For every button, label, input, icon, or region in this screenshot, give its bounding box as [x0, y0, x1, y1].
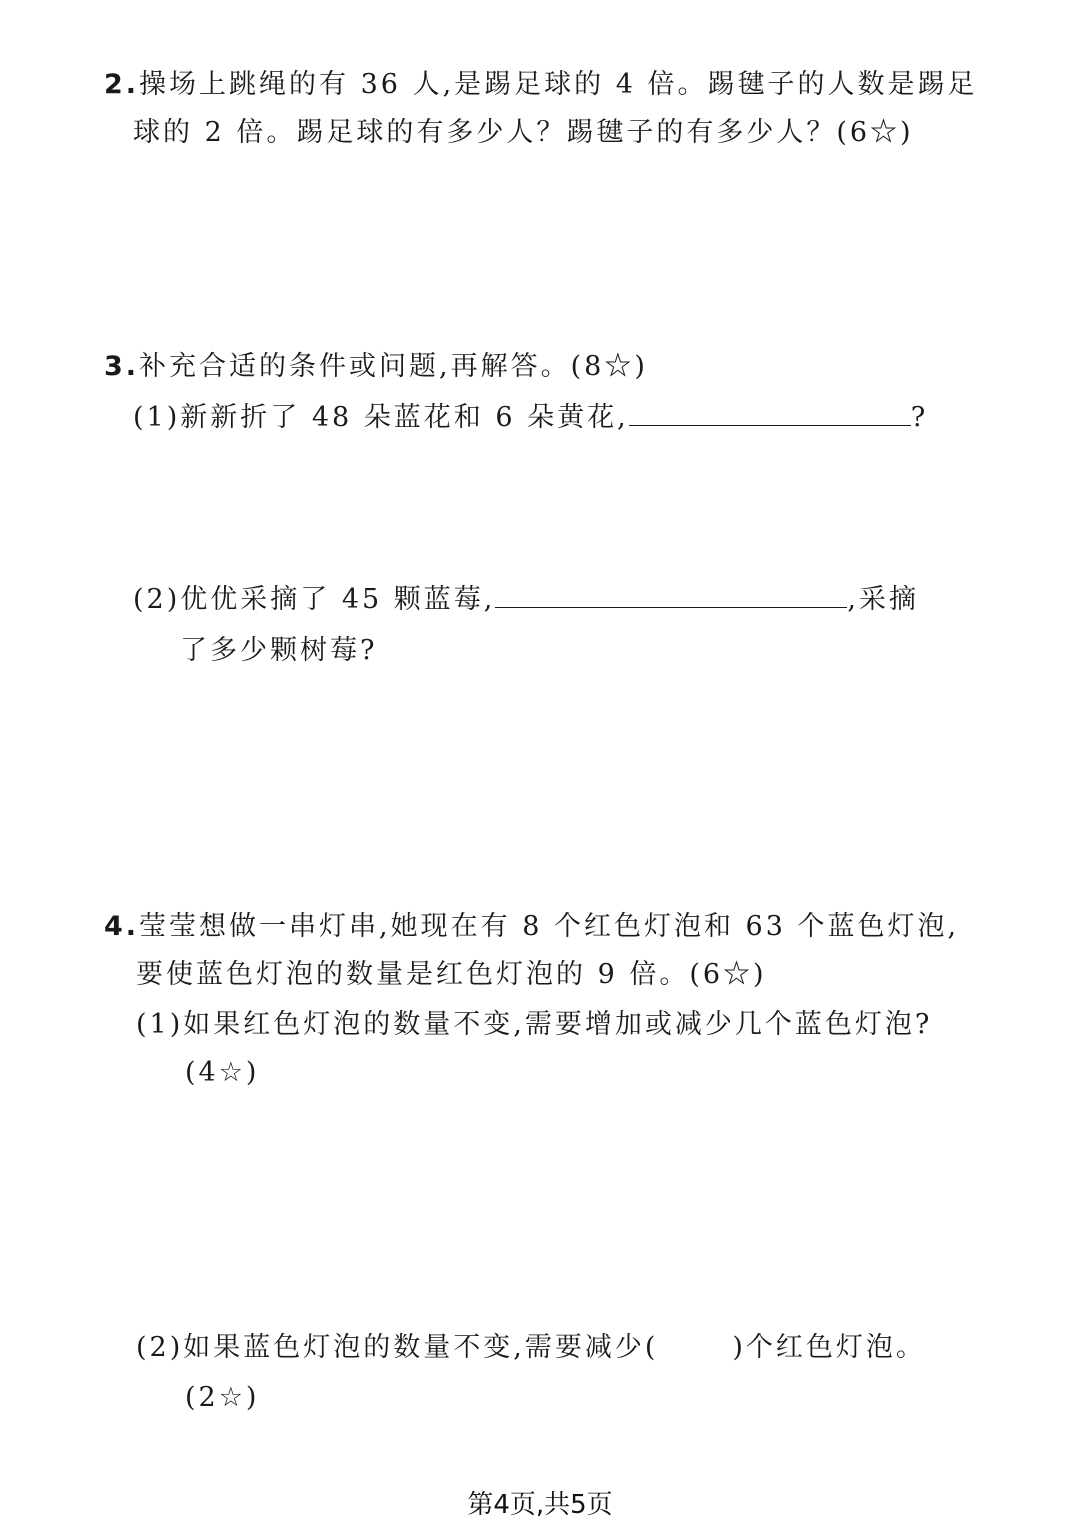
page-number-footer: 第4页,共5页	[467, 1490, 613, 1520]
q3-part1-text: (1)新新折了 48 朵蓝花和 6 朵黄花,	[133, 402, 629, 433]
q4-part2-score: (2☆)	[185, 1382, 260, 1413]
q4-part2-after: )个红色灯泡。	[732, 1332, 926, 1363]
q3-part2-end: ,采摘	[847, 584, 919, 615]
q3-part2-line1	[133, 581, 919, 617]
q3-title: 补充合适的条件或问题,再解答。(8☆)	[139, 351, 648, 382]
q2-line2: 球的 2 倍。踢足球的有多少人？踢毽子的有多少人？(6☆)	[133, 117, 914, 148]
q4-text-line1: 莹莹想做一串灯串,她现在有 8 个红色灯泡和 63 个蓝色灯泡,	[139, 911, 960, 942]
q3-part1-line	[133, 399, 928, 435]
q2-line1	[104, 68, 978, 102]
q3-part1-end: ?	[910, 402, 929, 433]
q3-part2-text: (2)优优采摘了 45 颗蓝莓,	[133, 584, 496, 615]
q4-line2: 要使蓝色灯泡的数量是红色灯泡的 9 倍。(6☆)	[136, 959, 767, 990]
q3-part1-blank[interactable]	[629, 399, 911, 426]
q4-part1-score: (4☆)	[185, 1057, 260, 1088]
q4-part1-line1: (1)如果红色灯泡的数量不变,需要增加或减少几个蓝色灯泡?	[136, 1009, 933, 1040]
q4-line1	[104, 910, 959, 944]
q4-number: 4.	[104, 911, 140, 942]
q3-title-line	[104, 350, 648, 384]
q4-part2-before: (2)如果蓝色灯泡的数量不变,需要减少(	[136, 1332, 659, 1363]
q3-part2-blank[interactable]	[495, 581, 847, 608]
q3-part2-line2: 了多少颗树莓?	[180, 635, 378, 666]
q4-part2-line1	[136, 1331, 926, 1365]
q2-number: 2.	[104, 69, 140, 100]
q3-number: 3.	[104, 351, 140, 382]
q2-text-line1: 操场上跳绳的有 36 人,是踢足球的 4 倍。踢毽子的人数是踢足	[139, 69, 978, 100]
